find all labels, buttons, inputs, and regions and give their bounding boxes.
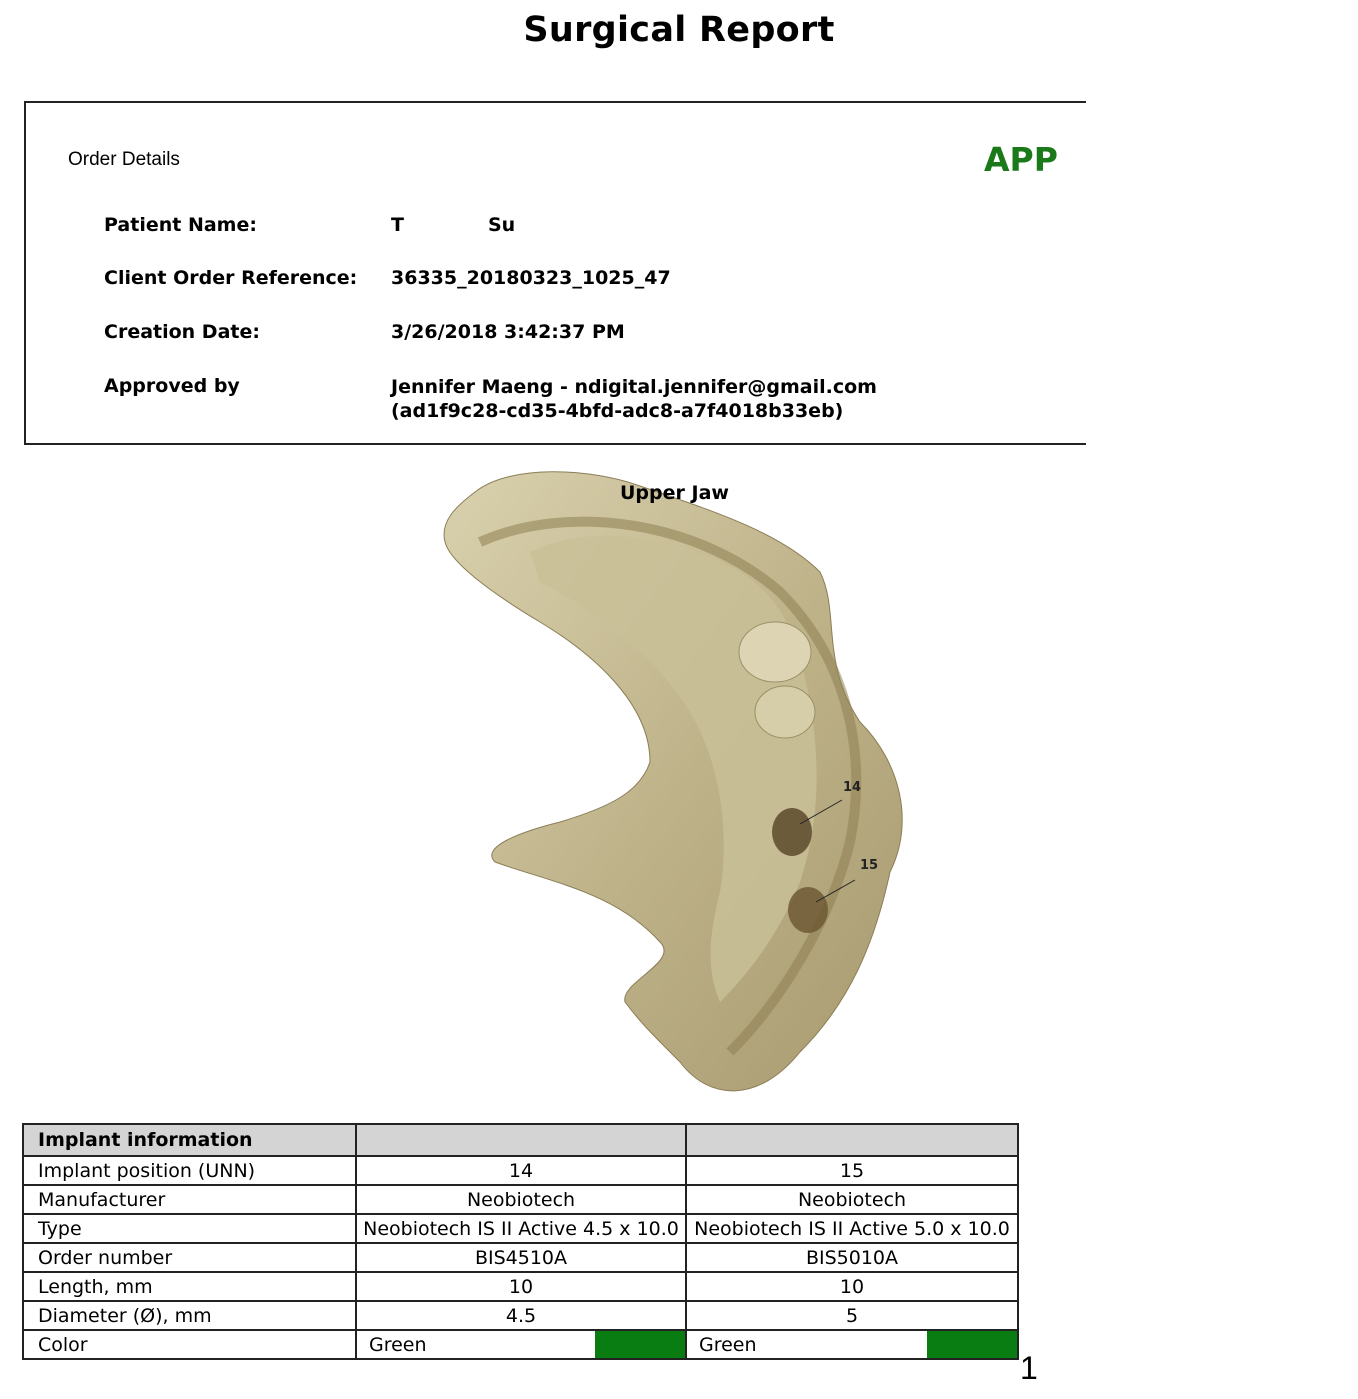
patient-last-name: Su [487, 214, 516, 236]
implant-information-header: Implant information [38, 1129, 253, 1151]
page-number: 1 [1020, 1350, 1038, 1386]
table-header-cell [686, 1124, 1018, 1156]
approved-by-label: Approved by [104, 375, 240, 397]
row-label: Color [23, 1330, 356, 1359]
tooth-crown-1 [739, 622, 811, 682]
row-value: BIS5010A [686, 1243, 1018, 1272]
color-name: Green [699, 1334, 757, 1356]
table-row [23, 1330, 1018, 1359]
table-row [23, 1272, 1018, 1301]
implant-site-14 [772, 808, 812, 856]
color-name: Green [369, 1334, 427, 1356]
creation-date-value: 3/26/2018 3:42:37 PM [391, 321, 625, 343]
creation-date-label: Creation Date: [104, 321, 260, 343]
table-row [23, 1214, 1018, 1243]
row-label: Implant position (UNN) [23, 1156, 356, 1185]
approver-id: (ad1f9c28-cd35-4bfd-adc8-a7f4018b33eb) [391, 400, 844, 422]
row-value: 4.5 [356, 1301, 686, 1330]
row-label: Diameter (Ø), mm [23, 1301, 356, 1330]
row-label: Length, mm [23, 1272, 356, 1301]
upper-jaw-label: Upper Jaw [620, 482, 729, 504]
implant-14-tag: 14 [843, 780, 862, 795]
row-value: 5 [686, 1301, 1018, 1330]
patient-first-name: T [391, 214, 404, 236]
table-row [23, 1185, 1018, 1214]
implant-information-table [22, 1123, 1019, 1360]
report-title: Surgical Report [523, 10, 835, 50]
client-order-reference-value: 36335_20180323_1025_47 [391, 267, 671, 289]
order-details-heading: Order Details [68, 149, 180, 170]
row-value: Neobiotech IS II Active 4.5 x 10.0 [356, 1214, 686, 1243]
color-cell [356, 1330, 686, 1359]
implant-site-15 [788, 887, 828, 933]
tooth-crown-2 [755, 686, 815, 738]
patient-name-value [391, 214, 515, 236]
row-value: 14 [356, 1156, 686, 1185]
client-order-reference-label: Client Order Reference: [104, 267, 358, 289]
table-row [23, 1243, 1018, 1272]
patient-name-label: Patient Name: [104, 214, 257, 236]
table-header-cell [356, 1124, 686, 1156]
row-value: Neobiotech [686, 1185, 1018, 1214]
row-value: 10 [686, 1272, 1018, 1301]
row-value: 10 [356, 1272, 686, 1301]
row-value: 15 [686, 1156, 1018, 1185]
order-details-panel [24, 101, 1086, 445]
table-header-row [23, 1124, 1018, 1156]
row-value: Neobiotech [356, 1185, 686, 1214]
color-swatch [595, 1331, 685, 1358]
row-label: Manufacturer [23, 1185, 356, 1214]
row-value: BIS4510A [356, 1243, 686, 1272]
approver-name-email: Jennifer Maeng - ndigital.jennifer@gmail.com [391, 376, 877, 398]
color-swatch [927, 1331, 1017, 1358]
approved-by-value [391, 375, 877, 423]
color-cell [686, 1330, 1018, 1359]
row-value: Neobiotech IS II Active 5.0 x 10.0 [686, 1214, 1018, 1243]
table-row [23, 1156, 1018, 1185]
approval-status-stamp: APP [984, 140, 1058, 179]
table-header-cell [23, 1124, 356, 1156]
implant-15-tag: 15 [860, 858, 879, 873]
table-row [23, 1301, 1018, 1330]
row-label: Type [23, 1214, 356, 1243]
row-label: Order number [23, 1243, 356, 1272]
